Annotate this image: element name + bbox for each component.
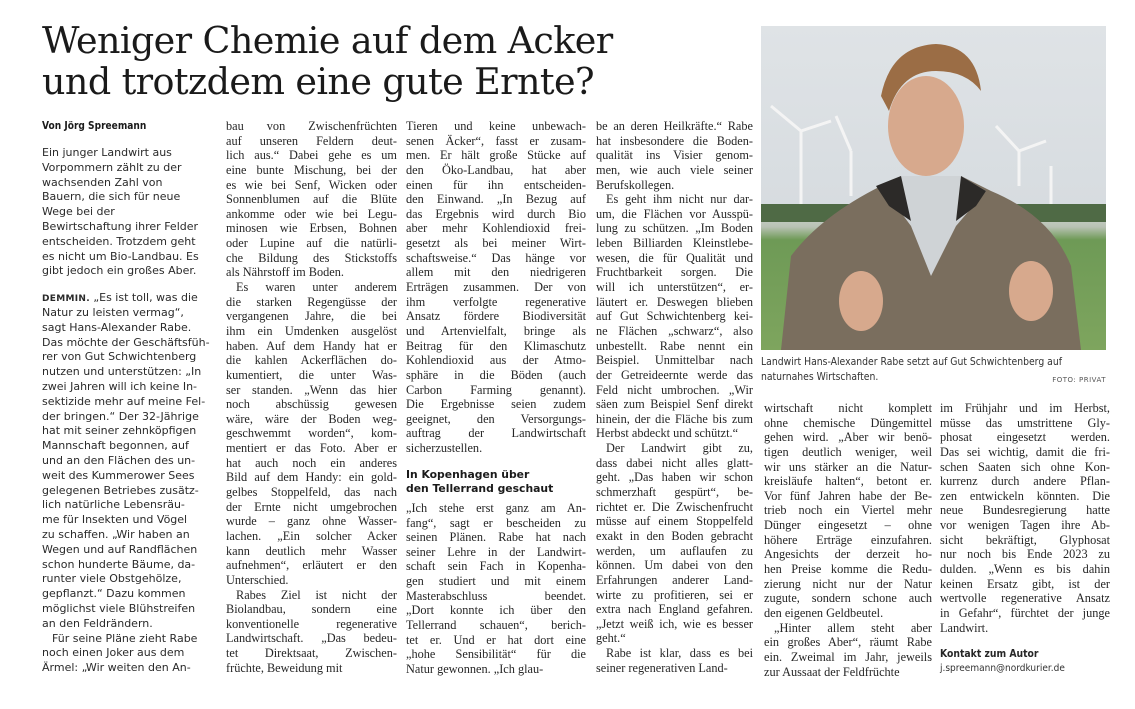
text-line: seinen Plänen. Rabe hat nach — [406, 530, 586, 545]
text-line: Die Ergebnisse seien zudem — [406, 397, 586, 412]
text-line: „Jetzt weiß ich, wie es besser — [596, 616, 753, 631]
text-line: zen entwickeln könnten. Die — [940, 488, 1110, 503]
text-line: hat auch noch ein anderes — [226, 455, 397, 470]
headline-line-1: Weniger Chemie auf dem Acker — [42, 19, 613, 62]
text-line: „Ich stehe erst ganz am An- — [406, 500, 586, 515]
text-line: möglichst viele Blühstreifen — [42, 601, 196, 615]
text-line: neue Bundesregierung hatte — [940, 503, 1110, 518]
text-line: me für Insekten und Vögel — [42, 513, 188, 527]
column-5 — [764, 401, 932, 679]
farmer-portrait-image — [761, 26, 1106, 350]
text-line: einen für ihn entscheiden- — [406, 177, 586, 192]
text-line: können. Um dabei von den — [596, 558, 753, 573]
text-line: der Ernte nicht umgebrochen — [226, 499, 397, 514]
text-line: höhere Erträge einzufahren. — [764, 532, 932, 547]
text-line: mentiert er das Foto. Aber er — [226, 441, 397, 456]
text-line: runter viele Obstgehölze, — [42, 572, 182, 586]
text-line: bau von Zwischenfrüchten — [226, 119, 397, 133]
text-line: schon hunderte Bäume, da- — [42, 557, 196, 571]
text-line: geschwemmt worden“, kom- — [226, 426, 397, 441]
text-line: gesetzt als bei meiner Wirt- — [406, 236, 586, 251]
text-line: hinein, der die Fläche bis zum — [596, 411, 753, 426]
text-line: Beitrag für den Klimaschutz — [406, 338, 586, 353]
text-line: men, wie auch viele seiner — [596, 162, 753, 177]
text-line: es nicht um Bio-Landbau. Es — [42, 249, 199, 263]
text-line: aufnehmen“, erläutert er den — [226, 558, 397, 573]
text-line: werden, um auflaufen zu — [596, 543, 753, 558]
text-line: Rabe ist klar, dass es bei — [606, 646, 753, 661]
text-line: Vor fünf Jahren habe der Be- — [764, 488, 932, 503]
text-line: sicht bekräftigt, Glyphosat — [940, 532, 1110, 547]
text-line: an den Feldrändern. — [42, 616, 153, 630]
text-line: früchte, Beweidung mit — [226, 660, 343, 675]
text-line: hat mit seiner zehnköpfigen — [42, 424, 197, 438]
text-line: tet er. Und er hat dort eine — [406, 632, 586, 647]
text-line: Wegen und auf Randflächen — [42, 542, 198, 556]
text-line: die kahlen Ackerflächen do- — [226, 353, 397, 368]
text-line: oder Lupine auf die natürli- — [226, 236, 397, 251]
text-line: noch einen Joker aus dem — [42, 646, 185, 660]
text-line: wirte zu profitieren, sei er — [596, 587, 753, 602]
column-3-body-b — [406, 501, 586, 677]
text-line: und Artenvielfalt, bringe als — [406, 323, 586, 338]
text-line: auf unseren Feldern deut- — [226, 133, 397, 148]
headline — [42, 20, 742, 102]
text-line: schaft sein Fach in Kopenha- — [406, 559, 586, 574]
text-line: Es waren unter anderem — [236, 280, 397, 295]
text-line: Herbst abdeckt und schützt.“ — [596, 426, 739, 441]
text-line-content: „Es ist toll, was die — [89, 291, 198, 305]
text-line: zu schaffen. „Wir haben an — [42, 527, 190, 541]
text-line: hen Preise komme die Redu- — [764, 562, 932, 577]
text-line: fang“, sagt er bescheiden zu — [406, 515, 586, 530]
text-line: vor wenigen Tagen ihre Ab- — [940, 518, 1110, 533]
headline-line-2: und trotzdem eine gute Ernte? — [42, 60, 594, 103]
column-2-body — [226, 119, 397, 675]
text-line: auftrag der Landwirtschaft — [406, 426, 586, 441]
text-line: lachen. „Ein solcher Acker — [226, 528, 397, 543]
text-line: wesen, die für Qualität und — [596, 250, 753, 265]
text-line: richtet er. Die Zwischenfrucht — [596, 499, 753, 514]
caption-line-1: Landwirt Hans-Alexander Rabe setzt auf Gut Schwichtenberg auf — [761, 356, 1062, 368]
text-line: kumentiert, die unter Was- — [226, 367, 397, 382]
text-line: Carbon Farming genannt). — [406, 382, 586, 397]
text-line: ein. Zweimal im Jahr, jeweils — [764, 649, 932, 664]
text-line: che Bildung des Stickstoffs — [226, 250, 397, 265]
photo-caption — [761, 355, 1106, 388]
text-line: exakt in den Boden gebracht — [596, 528, 753, 543]
text-line: Für seine Pläne zieht Rabe — [52, 631, 198, 645]
column-6 — [940, 401, 1110, 676]
text-line: ne Flächen „schwarz“, also — [596, 323, 753, 338]
column-6-body — [940, 401, 1110, 635]
text-line: schen Saaten sich ohne Kon- — [940, 459, 1110, 474]
text-line: entscheiden. Trotzdem geht — [42, 234, 196, 248]
text-line: Ansatz fördere Biodiversität — [406, 309, 586, 324]
text-line: Unterschied. — [226, 572, 289, 587]
text-line: wäre, wäre der Boden weg- — [226, 411, 397, 426]
text-line: die starken Regengüsse der — [226, 294, 397, 309]
right-hand — [1009, 261, 1053, 321]
text-line: kreisläufe halten“, betont er. — [764, 474, 932, 489]
text-line: Landwirtschaft. „Das bedeu- — [226, 631, 397, 646]
text-line: Masterabschluss beendet. — [406, 588, 586, 603]
text-line: sphäre in die Böden (auch — [406, 367, 586, 382]
text-line: gibt jedoch ein großes Aber. — [42, 264, 197, 278]
text-line: qualität ins Visier genom- — [596, 148, 753, 163]
text-line: Erträgen zusammen. Der von — [406, 280, 586, 295]
text-line: Fruchtbarkeit sorgen. Die — [596, 265, 753, 280]
column-3 — [406, 119, 586, 677]
text-line: Landwirt. — [940, 620, 989, 635]
text-line: „hohe Sensibilität“ für die — [406, 647, 586, 662]
text-line: Angesichts der derzeit ho- — [764, 547, 932, 562]
text-line: der Getreideernte werde das — [596, 367, 753, 382]
article-photo — [761, 26, 1106, 350]
text-line: dulden. „Wenn es bis dahin — [940, 562, 1110, 577]
text-line: gepflanzt.“ Dazu kommen — [42, 587, 186, 601]
text-line: lich aus.“ Dabei gehe es um — [226, 148, 397, 163]
text-line: geeignet, den Versorgungs- — [406, 411, 586, 426]
text-line: geht. „Das haben wir schon — [596, 470, 753, 485]
text-line: extra nach England gefahren. — [596, 602, 753, 617]
text-line: Bild auf dem Handy: ein gold- — [226, 470, 397, 485]
text-line: phosat eingesetzt werden. — [940, 430, 1110, 445]
text-line: lich natürliche Lebensräu- — [42, 498, 185, 512]
text-line: gelbes Stoppelfeld, das nach — [226, 485, 397, 500]
text-line: sektizide mehr auf meine Fel- — [42, 394, 206, 408]
text-line: gen studiert und mit einem — [406, 574, 586, 589]
text-line: vergangenen Jahre, die bei — [226, 309, 397, 324]
text-line: Vorpommern zählt zu der — [42, 160, 182, 174]
text-line: Wege bei der — [42, 205, 115, 219]
text-line: Tieren und keine unbewach- — [406, 119, 586, 133]
text-line: und an den Flächen des un- — [42, 453, 196, 467]
text-line: zwei Jahren will ich keine In- — [42, 379, 198, 393]
text-line: tigen deutlich weniger, weil — [764, 444, 932, 459]
text-line: Beispiel. Unmittelbar nach — [596, 353, 753, 368]
text-line: ihm verfolgte regenerative — [406, 294, 586, 309]
text-line: es wie bei Senf, Wicken oder — [226, 177, 397, 192]
face — [888, 76, 964, 176]
text-line: nur noch bis Ende 2023 zu — [940, 547, 1110, 562]
text-line: weit des Kummerower Sees — [42, 468, 195, 482]
text-line: Bewirtschaftung ihrer Felder — [42, 219, 199, 233]
text-line: gehen wird. „Aber wir benö- — [764, 430, 932, 445]
text-line: keinen Ersatz gibt, ist der — [940, 576, 1110, 591]
subheading-2: den Tellerrand geschaut — [406, 482, 554, 496]
column-4-body — [596, 119, 753, 675]
text-line: der bringen.“ Der 32-Jährige — [42, 409, 199, 423]
text-line: Erfahrungen anderer Land- — [596, 572, 753, 587]
text-line: nutzen und unterstützen: „In — [42, 365, 202, 379]
column-4 — [596, 119, 753, 675]
text-line: zur Aussaat der Feldfrüchte — [764, 664, 900, 679]
text-line: ser standen. „Wenn das hier — [226, 382, 397, 397]
text-line: wurde – ganz ohne Wasser- — [226, 514, 397, 529]
text-line: ankomme oder wie bei Legu- — [226, 206, 397, 221]
text-line: „Hinter allem steht aber — [774, 620, 932, 635]
text-line: Es geht ihm nicht nur dar- — [606, 192, 753, 207]
column-1-body — [42, 291, 217, 676]
text-line — [42, 291, 217, 306]
text-line: Das sei wichtig, damit die fri- — [940, 444, 1110, 459]
column-3-body-a — [406, 119, 586, 456]
text-line: ihm ein Umdenken ausgelöst — [226, 323, 397, 338]
text-line: dass dabei nicht alles glatt- — [596, 455, 753, 470]
contact-label: Kontakt zum Autor — [940, 648, 1039, 661]
text-line: haben. Auf dem Handy hat er — [226, 338, 397, 353]
text-line: um, die Flächen vor Ausspü- — [596, 206, 753, 221]
text-line: Natur zu leisten vermag“, — [42, 305, 184, 319]
text-line: zugute, sondern schone auch — [764, 591, 932, 606]
text-line: konventionelle regenerative — [226, 616, 397, 631]
text-line: wirtschaft nicht komplett — [764, 401, 932, 415]
text-line: hat insbesondere die Boden- — [596, 133, 753, 148]
text-line: Natur gewonnen. „Ich glau- — [406, 661, 544, 676]
text-line: seiner regenerativen Land- — [596, 660, 728, 675]
byline: Von Jörg Spreemann — [42, 120, 147, 132]
dateline: DEMMIN. — [42, 294, 90, 305]
text-line: allem mit den niedrigeren — [406, 265, 586, 280]
text-line: den Einwand. „In Bezug auf — [406, 192, 586, 207]
text-line: zierung nicht nur der Natur — [764, 576, 932, 591]
text-line: säen zum Beispiel Senf direkt — [596, 397, 753, 412]
photo-credit: FOTO: PRIVAT — [1052, 376, 1106, 384]
text-line: eine bunte Mischung, bei der — [226, 162, 397, 177]
text-line: leben Billiarden Kleinstlebe- — [596, 236, 753, 251]
text-line: den Öko-Landbau, hat aber — [406, 162, 586, 177]
left-hand — [839, 271, 883, 331]
text-line: das Ergebnis wird durch Bio — [406, 206, 586, 221]
text-line: Bauern, die sich für neue — [42, 190, 181, 204]
text-line: will ich unterstützen“, er- — [596, 280, 753, 295]
text-line: wertvolle regenerative Ansatz — [940, 591, 1110, 606]
text-line: geht.“ — [596, 631, 626, 646]
text-line: Dünger eingesetzt – ohne — [764, 518, 932, 533]
text-line: müsse das umstrittene Gly- — [940, 415, 1110, 430]
text-line: lung zu schützen. „Im Boden — [596, 221, 753, 236]
text-line: Das möchte der Geschäftsfüh- — [42, 335, 210, 349]
text-line: be an deren Heilkräfte.“ Rabe — [596, 119, 753, 133]
text-line: kann deutlich mehr Wasser — [226, 543, 397, 558]
text-line: ein großes Aber“, räumt Rabe — [764, 635, 932, 650]
text-line: Mannschaft begonnen, auf — [42, 439, 189, 453]
subheading-1: In Kopenhagen über — [406, 467, 530, 481]
text-line: Tellerrand schauen“, berich- — [406, 618, 586, 633]
text-line: Berufskollegen. — [596, 177, 675, 192]
text-line: Ärmel: „Wir weiten den An- — [42, 661, 191, 675]
text-line: unbestellt. Rabe nennt ein — [596, 338, 753, 353]
text-line: den eigenen Geldbeutel. — [764, 605, 884, 620]
text-line: Rabes Ziel ist nicht der — [236, 587, 397, 602]
teaser — [42, 146, 217, 279]
text-line: ohne chemische Düngemittel — [764, 415, 932, 430]
text-line: wachsenden Zahl von — [42, 175, 163, 189]
text-line: Feld nicht umbrochen. „Wir — [596, 382, 753, 397]
text-line: Sonnenblumen auf die Blüte — [226, 192, 397, 207]
text-line: gelegenen Betriebes zusätz- — [42, 483, 199, 497]
text-line: kurrenz durch andere Pflan- — [940, 474, 1110, 489]
text-line: senen Äcker“, fasst er zusam- — [406, 133, 586, 148]
text-line: in Gefahr“, fürchtet der junge — [940, 605, 1110, 620]
text-line: müsse auf einem Stoppelfeld — [596, 514, 753, 529]
text-line: aber mehr Kohlendioxid frei- — [406, 221, 586, 236]
text-line: Biolandbau, sondern eine — [226, 602, 397, 617]
text-line: noch abschüssig gewesen — [226, 397, 397, 412]
text-line: tet Direktsaat, Zwischen- — [226, 646, 397, 661]
text-line: Kohlendioxid aus der Atmo- — [406, 353, 586, 368]
text-line: wir uns stärker an die Natur- — [764, 459, 932, 474]
text-line: rer von Gut Schwichtenberg — [42, 350, 197, 364]
column-2 — [226, 119, 397, 675]
text-line: schmerzhaft gespürt“, be- — [596, 485, 753, 500]
text-line: men. Er hält große Stücke auf — [406, 148, 586, 163]
text-line: trieb noch ein Viertel mehr — [764, 503, 932, 518]
text-line: auf Gut Schwichtenberg kei- — [596, 309, 753, 324]
text-line: im Frühjahr und im Herbst, — [940, 401, 1110, 415]
text-line: als Nährstoff im Boden. — [226, 265, 344, 280]
column-5-body — [764, 401, 932, 679]
text-line: minosen wie Erbsen, Bohnen — [226, 221, 397, 236]
text-line: sicherzustellen. — [406, 441, 483, 456]
text-line: Ein junger Landwirt aus — [42, 146, 172, 159]
text-line: läutert er. Deswegen blieben — [596, 294, 753, 309]
text-line: „Dort konnte ich über den — [406, 603, 586, 618]
text-line: sagt Hans-Alexander Rabe. — [42, 320, 192, 334]
column-1 — [42, 119, 217, 676]
text-line: Der Landwirt gibt zu, — [606, 441, 753, 456]
caption-line-2: naturnahes Wirtschaften. — [761, 371, 879, 383]
author-email-link[interactable]: j.spreemann@nordkurier.de — [940, 663, 1065, 675]
text-line: schaftsweise.“ Das hänge vor — [406, 250, 586, 265]
text-line: seiner Lehre in der Landwirt- — [406, 544, 586, 559]
